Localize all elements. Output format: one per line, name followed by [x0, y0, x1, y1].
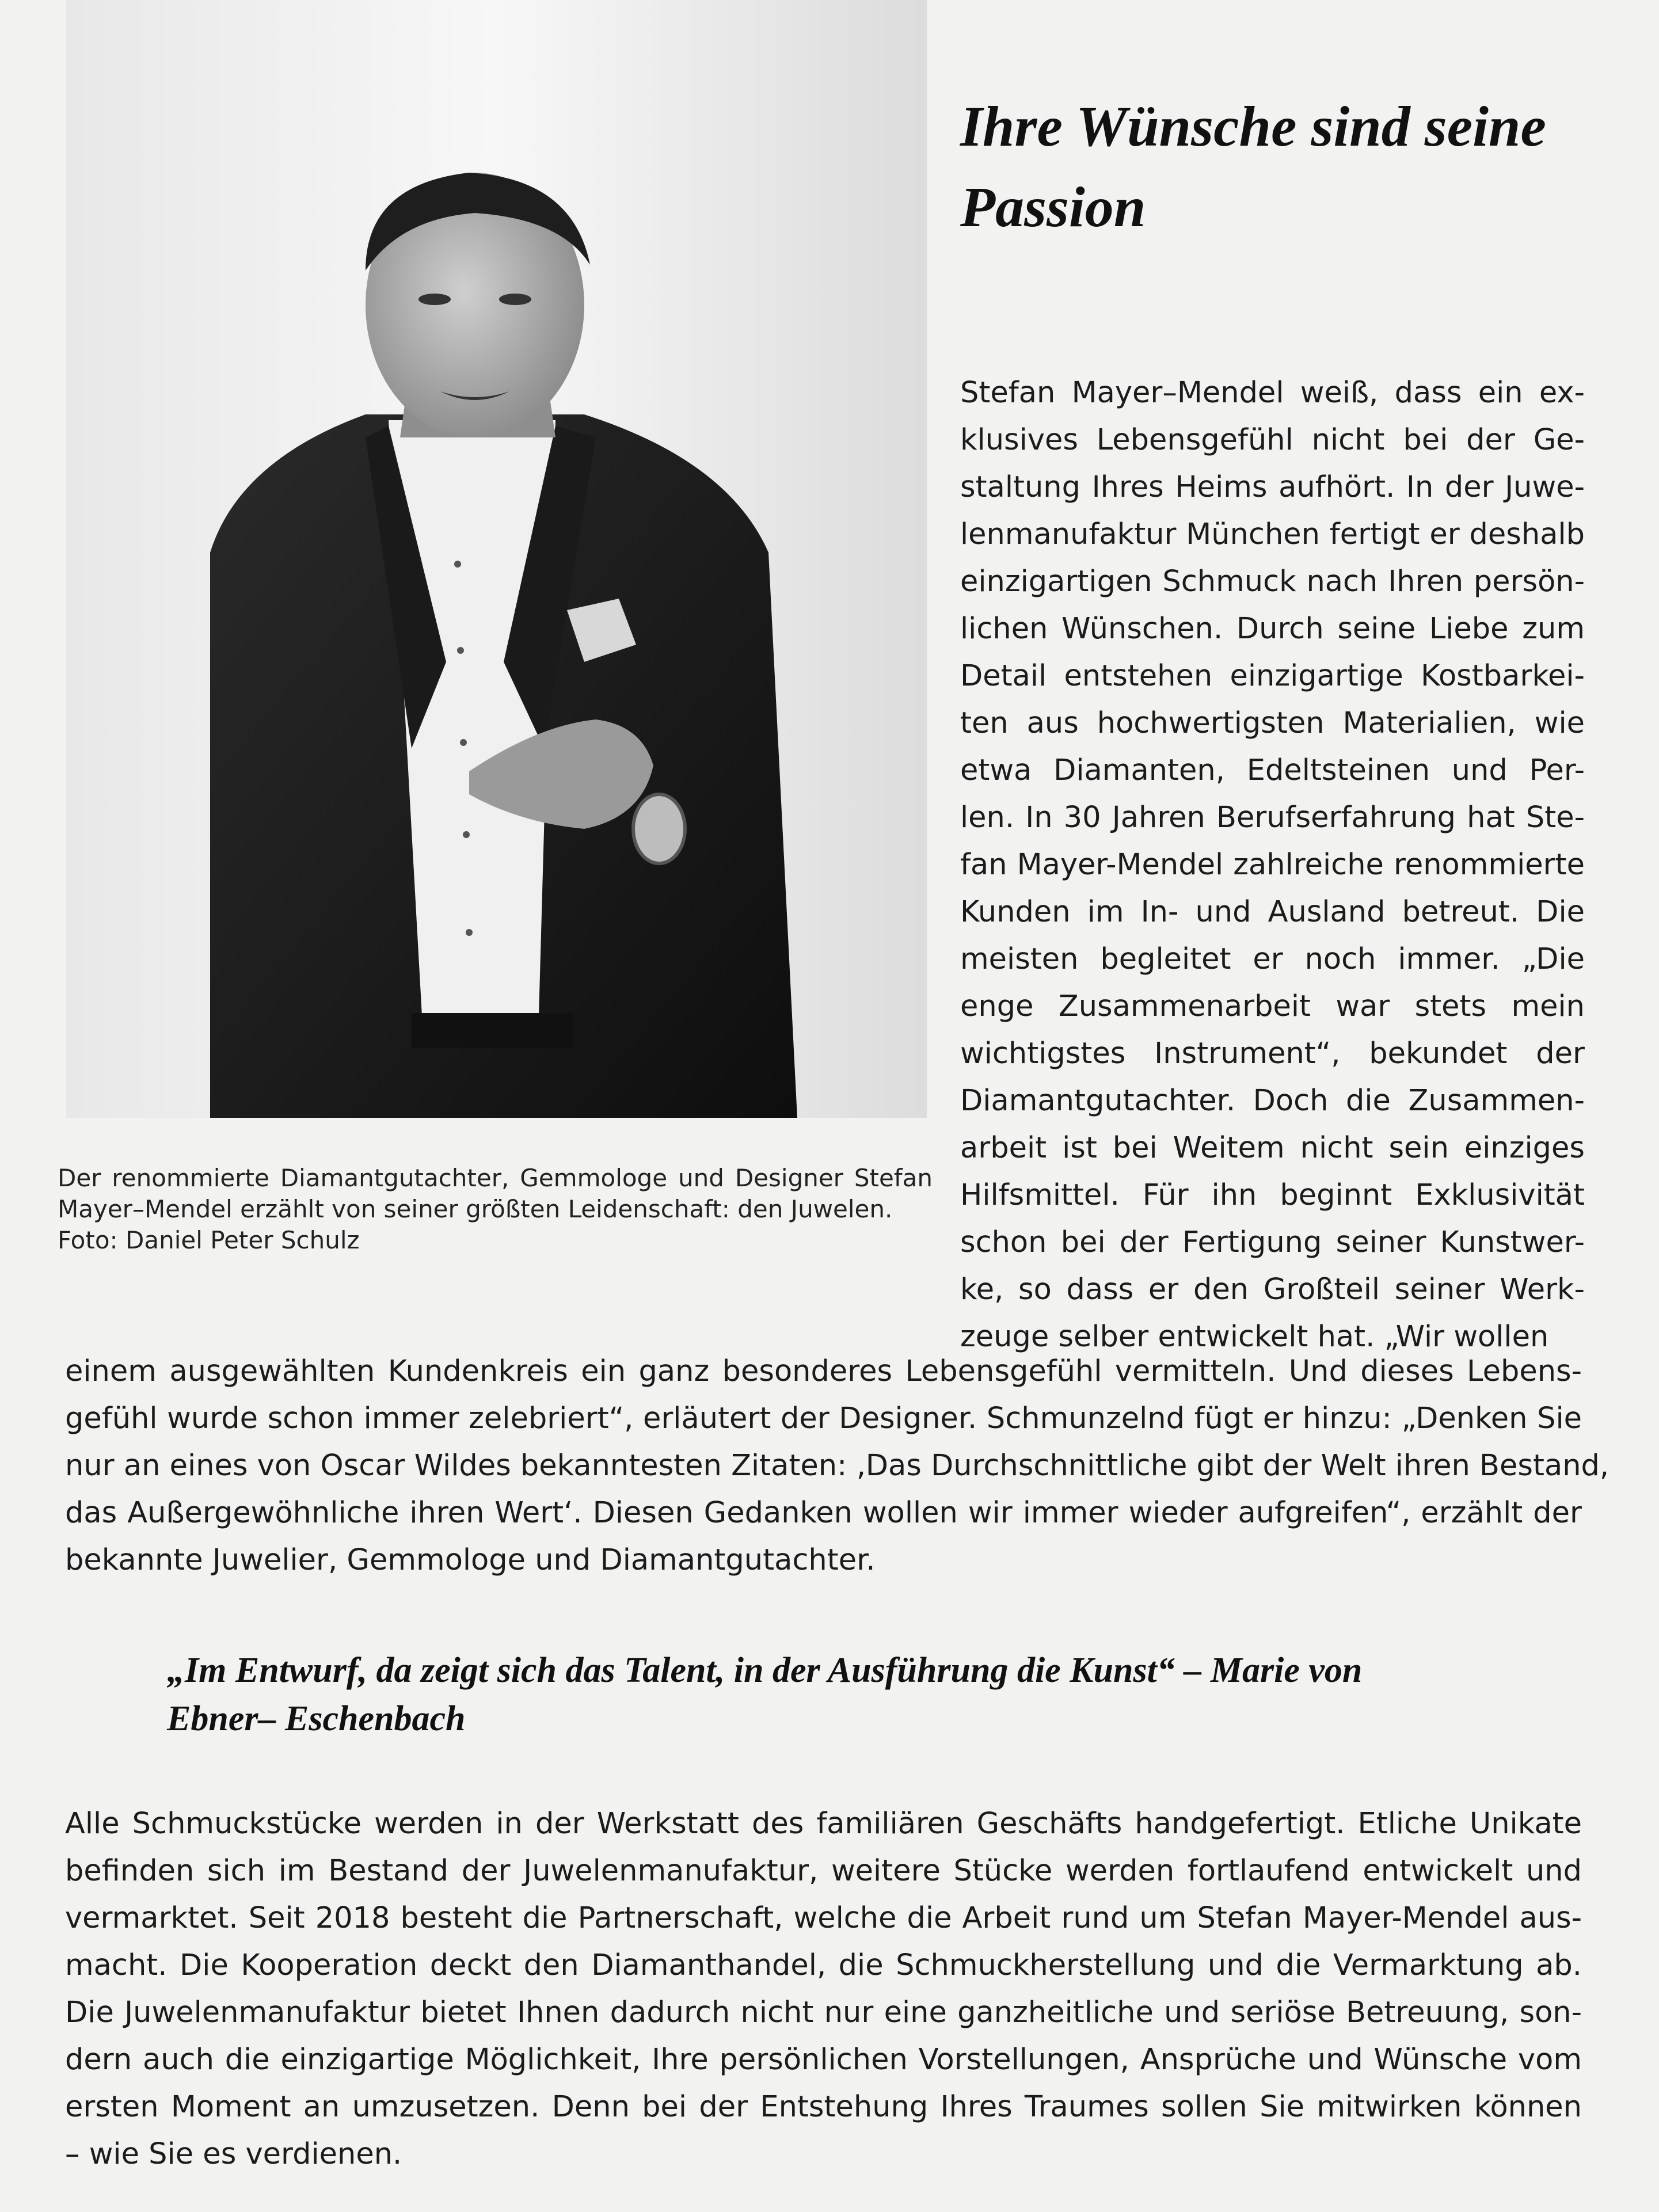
text-line: das Außergewöhnliche ihren Wert‘. Diesen Gedanken wollen wir immer wieder aufgreifen“, erzählt der [65, 1496, 1582, 1530]
text-line: Diamantgutachter. Doch die Zusammen- [960, 1084, 1585, 1118]
pull-quote [167, 1646, 1548, 1743]
text-line: Die Juwelenmanufaktur bietet Ihnen dadurch nicht nur eine ganzheitliche und seriöse Betreuung, son- [65, 1996, 1582, 2030]
text-line: meisten begleitet er noch immer. „Die [960, 942, 1585, 976]
quote-line: „Im Entwurf, da zeigt sich das Talent, in der Ausführung die Kunst“ – Marie von [167, 1651, 1363, 1690]
text-line: nur an eines von Oscar Wildes bekanntesten Zitaten: ‚Das Durchschnittliche gibt der Welt ihren Bestand, [65, 1449, 1609, 1483]
text-line: ten aus hochwertigsten Materialien, wie [960, 706, 1585, 740]
body-text-full-width [65, 1348, 1609, 1584]
text-line: Hilfsmittel. Für ihn beginnt Exklusivität [960, 1178, 1585, 1212]
text-line: Alle Schmuckstücke werden in der Werkstatt des familiären Geschäfts handgefertigt. Etliche Unikate [65, 1807, 1582, 1841]
text-line: gefühl wurde schon immer zelebriert“, erläutert der Designer. Schmunzelnd fügt er hinzu: „Denken Sie [65, 1402, 1582, 1436]
text-line: len. In 30 Jahren Berufserfahrung hat Ste- [960, 801, 1585, 835]
caption-credit: Foto: Daniel Peter Schulz [58, 1226, 360, 1254]
portrait-photo [66, 0, 927, 1118]
headline-line: Passion [960, 175, 1146, 239]
text-line: etwa Diamanten, Edeltsteinen und Per- [960, 753, 1585, 787]
text-line: ersten Moment an umzusetzen. Denn bei der Entstehung Ihres Traumes sollen Sie mitwirken können [65, 2090, 1582, 2124]
body-text-bottom [65, 1800, 1582, 2178]
text-line: staltung Ihres Heims aufhört. In der Juwe- [960, 470, 1585, 504]
headline-line: Ihre Wünsche sind seine [960, 94, 1546, 158]
text-line: klusives Lebensgefühl nicht bei der Ge- [960, 423, 1585, 457]
text-line: lenmanufaktur München fertigt er deshalb [960, 517, 1585, 551]
caption-line: Der renommierte Diamantgutachter, Gemmologe und Designer Stefan [58, 1164, 933, 1192]
text-line: bekannte Juwelier, Gemmologe und Diamantgutachter. [65, 1543, 876, 1577]
text-line: macht. Die Kooperation deckt den Diamanthandel, die Schmuckherstellung und die Vermarktung ab. [65, 1948, 1582, 1982]
text-line: Stefan Mayer–Mendel weiß, dass ein ex- [960, 376, 1585, 410]
portrait-photo-icon [66, 0, 927, 1118]
text-line: einem ausgewählten Kundenkreis ein ganz besonderes Lebensgefühl vermitteln. Und dieses Lebens- [65, 1354, 1582, 1388]
text-line: – wie Sie es verdienen. [65, 2137, 402, 2171]
text-line: enge Zusammenarbeit war stets mein [960, 989, 1585, 1023]
text-line: Detail entstehen einzigartige Kostbarkei- [960, 659, 1585, 693]
caption-line: Mayer–Mendel erzählt von seiner größten Leidenschaft: den Juwelen. [58, 1195, 893, 1223]
text-line: arbeit ist bei Weitem nicht sein einziges [960, 1131, 1585, 1165]
text-line: dern auch die einzigartige Möglichkeit, Ihre persönlichen Vorstellungen, Ansprüche und Wünsche vom [65, 2043, 1582, 2077]
text-line: einzigartigen Schmuck nach Ihren persön- [960, 565, 1585, 599]
text-line: fan Mayer-Mendel zahlreiche renommierte [960, 848, 1585, 882]
quote-author: Ebner– Eschenbach [167, 1699, 466, 1738]
text-line: ke, so dass er den Großteil seiner Werk- [960, 1273, 1585, 1307]
body-text-right-column [960, 370, 1585, 1361]
text-line: Kunden im In- und Ausland betreut. Die [960, 895, 1585, 929]
text-line: lichen Wünschen. Durch seine Liebe zum [960, 612, 1585, 646]
text-line: vermarktet. Seit 2018 besteht die Partnerschaft, welche die Arbeit rund um Stefan Mayer-Mendel aus- [65, 1901, 1582, 1935]
text-line: befinden sich im Bestand der Juwelenmanufaktur, weitere Stücke werden fortlaufend entwickelt und [65, 1854, 1582, 1888]
photo-caption [58, 1163, 933, 1256]
text-line: wichtigstes Instrument“, bekundet der [960, 1037, 1585, 1071]
article-headline [960, 86, 1616, 248]
text-line: zeuge selber entwickelt hat. „Wir wollen [960, 1320, 1549, 1354]
text-line: schon bei der Fertigung seiner Kunstwer- [960, 1225, 1585, 1259]
